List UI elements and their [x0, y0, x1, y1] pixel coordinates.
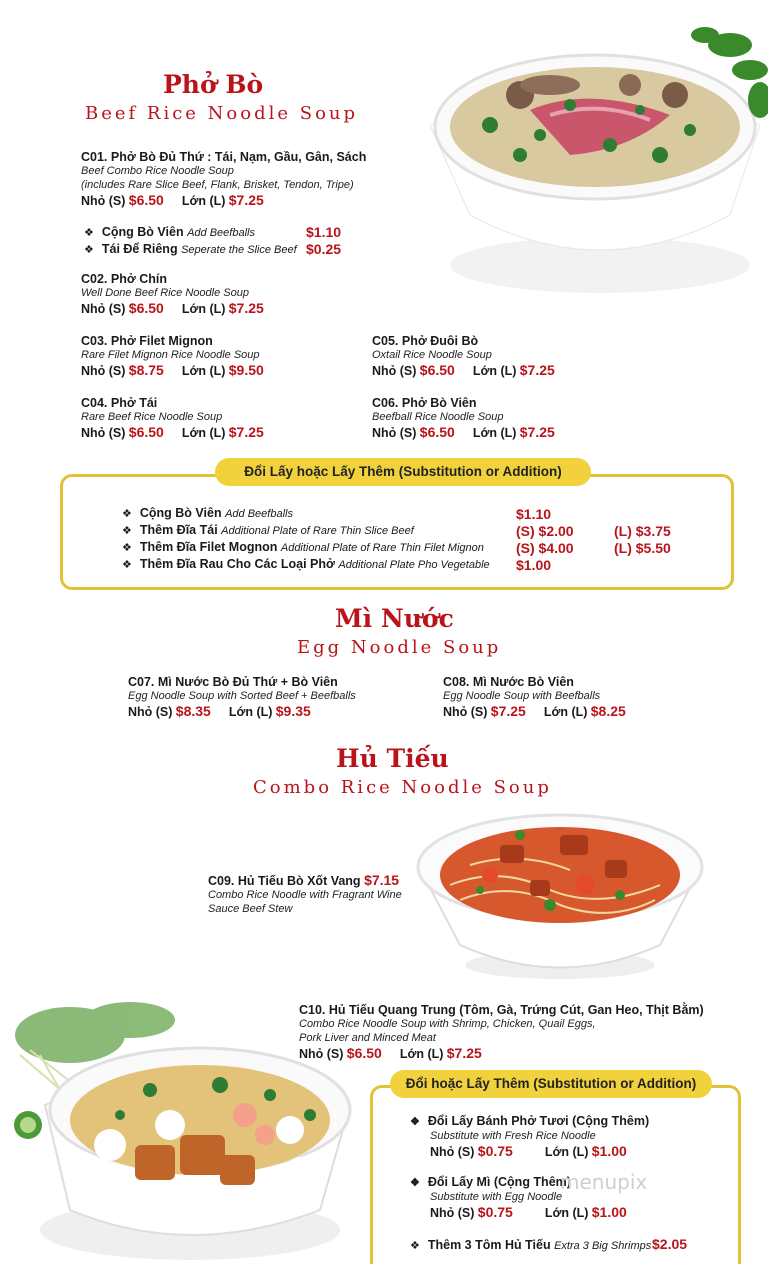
extra-add-beefballs: [84, 224, 255, 241]
extra-desc: Add Beefballs: [187, 227, 255, 239]
bullet-icon: ❖: [122, 542, 132, 554]
substitution-row: [122, 523, 414, 537]
item-name: C01. Phở Bò Đủ Thứ : Tái, Nạm, Gầu, Gân, Sách: [81, 150, 367, 164]
item-name: C10. Hủ Tiếu Quang Trung (Tôm, Gà, Trứng Cút, Gan Heo, Thịt Bằm): [299, 1003, 704, 1017]
item-desc: Well Done Beef Rice Noodle Soup: [81, 287, 249, 299]
item-price: $7.15: [364, 872, 400, 888]
menu-item-c08: [443, 675, 626, 719]
substitution-title: Đổi Lấy hoặc Lấy Thêm (Substitution or Addition): [215, 458, 591, 486]
size-large-label: Lớn (L): [544, 1145, 589, 1159]
item-desc: Rare Filet Mignon Rice Noodle Soup: [81, 349, 260, 361]
row-price-small: (S) $2.00: [516, 523, 574, 539]
row-price-small: (S) $4.00: [516, 540, 574, 556]
item-desc: Extra 3 Big Shrimps: [554, 1240, 652, 1252]
item-name: Đổi Lấy Bánh Phở Tươi (Cộng Thêm): [427, 1114, 650, 1128]
price-small: $6.50: [346, 1045, 382, 1061]
pho-bowl-image: [430, 15, 768, 300]
price-large: $1.00: [591, 1204, 627, 1220]
size-large-label: Lớn (L): [399, 1047, 444, 1061]
row-desc: Add Beefballs: [225, 508, 293, 520]
price-large: $7.25: [519, 362, 555, 378]
price-large: $9.50: [228, 362, 264, 378]
price-small: $6.50: [128, 192, 164, 208]
item-desc: Sauce Beef Stew: [208, 903, 293, 915]
item-desc: Beefball Rice Noodle Soup: [372, 411, 504, 423]
item-desc: Substitute with Egg Noodle: [430, 1191, 563, 1203]
price-small: $6.50: [128, 300, 164, 316]
item-price: $2.05: [652, 1236, 688, 1252]
extra-price: $1.10: [306, 224, 342, 240]
item-name: C06. Phở Bò Viên: [372, 396, 477, 410]
substitution-row: [122, 557, 490, 571]
menu-item-c03: [81, 334, 264, 378]
price-small: $6.50: [419, 362, 455, 378]
item-desc: Combo Rice Noodle Soup with Shrimp, Chicken, Quail Eggs,: [299, 1018, 596, 1030]
price-large: $7.25: [228, 300, 264, 316]
extra-desc: Seperate the Slice Beef: [181, 244, 297, 256]
bullet-icon: ❖: [84, 227, 94, 239]
size-small-label: Nhỏ (S): [443, 705, 488, 719]
size-small-label: Nhỏ (S): [430, 1206, 475, 1220]
item-name: C05. Phở Đuôi Bò: [372, 334, 479, 348]
price-large: $7.25: [519, 424, 555, 440]
row-price: $1.00: [516, 557, 552, 573]
item-desc: Egg Noodle Soup with Sorted Beef + Beefballs: [128, 690, 356, 702]
bullet-icon: ❖: [410, 1116, 420, 1128]
row-desc: Additional Plate Pho Vegetable: [338, 559, 490, 571]
item-name: C04. Phở Tái: [81, 396, 158, 410]
bullet-icon: ❖: [410, 1177, 420, 1189]
size-large-label: Lớn (L): [181, 426, 226, 440]
hu-tieu-bowl-image: [10, 995, 360, 1265]
extra-price: $0.25: [306, 241, 342, 257]
item-desc: Substitute with Fresh Rice Noodle: [430, 1130, 596, 1142]
row-price-large: (L) $5.50: [614, 540, 671, 556]
size-small-label: Nhỏ (S): [81, 364, 126, 378]
substitution-item-fresh-noodle: [410, 1114, 649, 1159]
row-name: Cộng Bò Viên: [139, 506, 222, 520]
item-desc: Rare Beef Rice Noodle Soup: [81, 411, 223, 423]
price-small: $0.75: [477, 1204, 513, 1220]
size-large-label: Lớn (L): [544, 1206, 589, 1220]
menu-item-c06: [372, 396, 555, 440]
row-name: Thêm Đĩa Rau Cho Các Loại Phở: [139, 557, 335, 571]
menu-item-c07: [128, 675, 356, 719]
price-large: $7.25: [228, 424, 264, 440]
extra-name: Tái Để Riêng: [101, 242, 178, 256]
beef-stew-bowl-image: [410, 805, 710, 985]
size-large-label: Lớn (L): [181, 302, 226, 316]
size-small-label: Nhỏ (S): [372, 364, 417, 378]
size-small-label: Nhỏ (S): [81, 194, 126, 208]
menu-item-c05: [372, 334, 555, 378]
price-large: $7.25: [446, 1045, 482, 1061]
item-desc: Pork Liver and Minced Meat: [299, 1032, 436, 1044]
extra-separate-beef: [84, 241, 297, 258]
item-name: C08. Mì Nước Bò Viên: [443, 675, 574, 689]
pho-title: Phở Bò: [163, 70, 264, 99]
hu-title: Hủ Tiếu: [336, 744, 449, 773]
price-large: $9.35: [275, 703, 311, 719]
item-name: C02. Phở Chín: [81, 272, 167, 286]
item-desc: Egg Noodle Soup with Beefballs: [443, 690, 601, 702]
price-large: $1.00: [591, 1143, 627, 1159]
item-name: Đổi Lấy Mì (Cộng Thêm): [427, 1175, 571, 1189]
size-small-label: Nhỏ (S): [299, 1047, 344, 1061]
item-desc: Beef Combo Rice Noodle Soup: [81, 165, 234, 177]
size-small-label: Nhỏ (S): [81, 302, 126, 316]
substitution-row: [122, 506, 293, 520]
price-small: $8.75: [128, 362, 164, 378]
bullet-icon: ❖: [122, 508, 132, 520]
price-large: $7.25: [228, 192, 264, 208]
size-large-label: Lớn (L): [472, 364, 517, 378]
row-name: Thêm Đĩa Tái: [139, 523, 218, 537]
substitution-row: [122, 540, 484, 554]
mi-subtitle: Egg Noodle Soup: [297, 637, 502, 658]
item-desc: Oxtail Rice Noodle Soup: [372, 349, 492, 361]
hu-subtitle: Combo Rice Noodle Soup: [253, 777, 552, 798]
bullet-icon: ❖: [84, 244, 94, 256]
price-small: $7.25: [490, 703, 526, 719]
item-name: Thêm 3 Tôm Hủ Tiếu: [427, 1238, 551, 1252]
menu-item-c09: [208, 873, 402, 916]
size-large-label: Lớn (L): [543, 705, 588, 719]
mi-title: Mì Nước: [335, 604, 454, 633]
bullet-icon: ❖: [122, 525, 132, 537]
row-desc: Additional Plate of Rare Thin Filet Mignon: [280, 542, 484, 554]
size-small-label: Nhỏ (S): [430, 1145, 475, 1159]
row-name: Thêm Đĩa Filet Mognon: [139, 540, 278, 554]
price-small: $8.35: [175, 703, 211, 719]
size-small-label: Nhỏ (S): [81, 426, 126, 440]
item-name: C03. Phở Filet Mignon: [81, 334, 213, 348]
item-desc: (includes Rare Slice Beef, Flank, Brisket, Tendon, Tripe): [81, 179, 354, 191]
item-desc: Combo Rice Noodle with Fragrant Wine: [208, 889, 402, 901]
bullet-icon: ❖: [122, 559, 132, 571]
size-small-label: Nhỏ (S): [372, 426, 417, 440]
price-large: $8.25: [590, 703, 626, 719]
item-name: C07. Mì Nước Bò Đủ Thứ + Bò Viên: [128, 675, 338, 689]
row-price: $1.10: [516, 506, 552, 522]
pho-subtitle: Beef Rice Noodle Soup: [85, 103, 359, 124]
substitution-title-2: Đổi hoặc Lấy Thêm (Substitution or Addition): [390, 1070, 712, 1098]
price-small: $6.50: [128, 424, 164, 440]
price-small: $6.50: [419, 424, 455, 440]
size-large-label: Lớn (L): [181, 364, 226, 378]
size-large-label: Lớn (L): [228, 705, 273, 719]
substitution-item-shrimps: [410, 1238, 651, 1252]
size-small-label: Nhỏ (S): [128, 705, 173, 719]
extra-name: Cộng Bò Viên: [101, 225, 184, 239]
row-price-large: (L) $3.75: [614, 523, 671, 539]
size-large-label: Lớn (L): [472, 426, 517, 440]
price-small: $0.75: [477, 1143, 513, 1159]
item-name: C09. Hủ Tiếu Bò Xốt Vang: [208, 874, 361, 888]
menu-item-c01: [81, 150, 366, 208]
size-large-label: Lớn (L): [181, 194, 226, 208]
bullet-icon: ❖: [410, 1240, 420, 1252]
row-desc: Additional Plate of Rare Thin Slice Beef: [221, 525, 414, 537]
menu-item-c04: [81, 396, 264, 440]
watermark: menupix: [560, 1170, 648, 1194]
menu-item-c02: [81, 272, 264, 316]
